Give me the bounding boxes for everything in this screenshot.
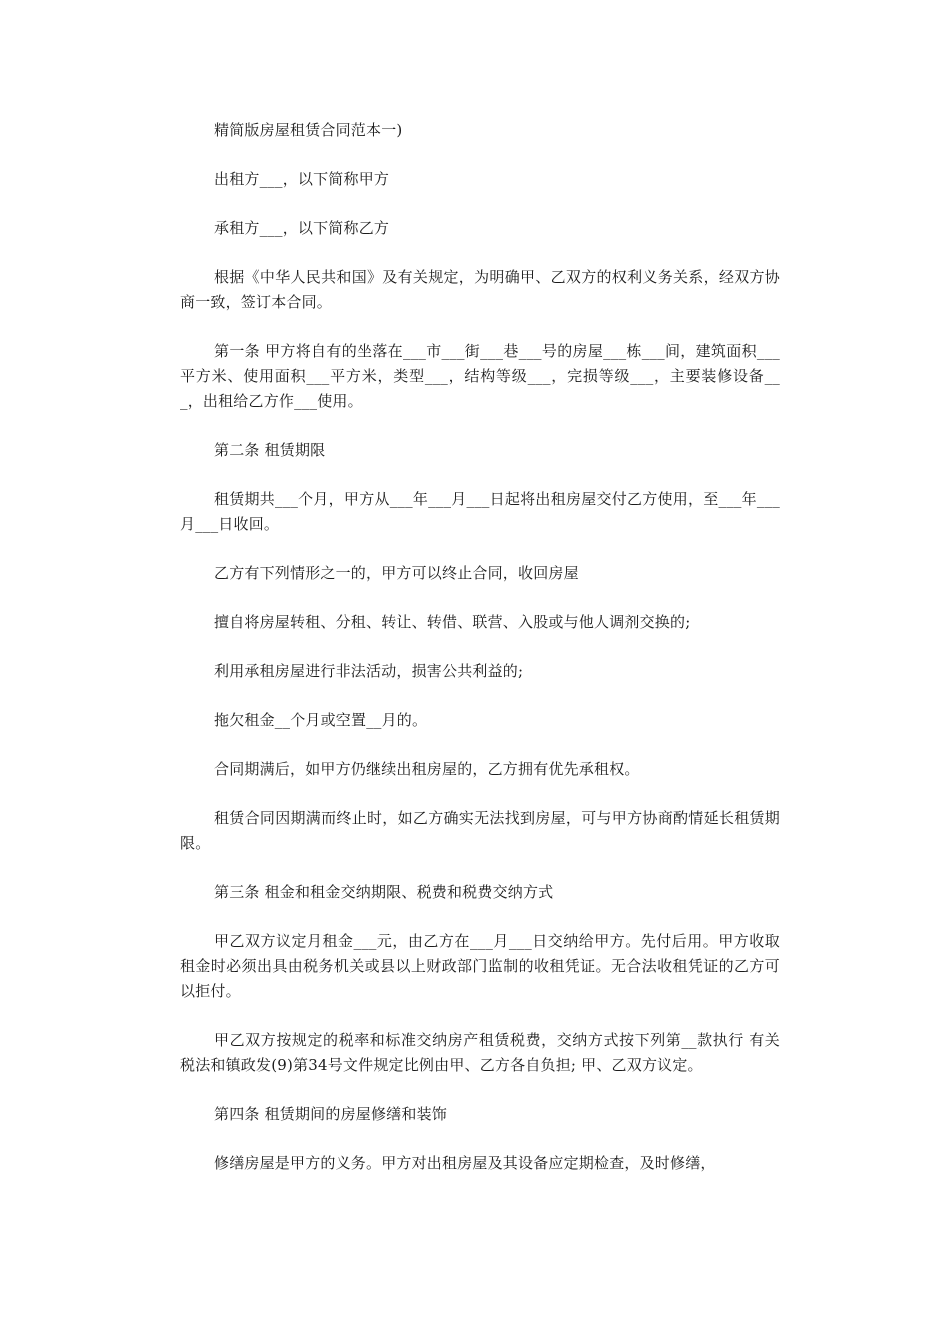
- article-1-paragraph: 第一条 甲方将自有的坐落在___市___街___巷___号的房屋___栋___间，建筑面积___平方米、使用面积___平方米，类型___，结构等级___，完损等级___，主要装修设备___，出租给乙方作___使用。: [180, 342, 780, 410]
- lease-term-paragraph: 租赁期共___个月，甲方从___年___月___日起将出租房屋交付乙方使用，至___年___月___日收回。: [180, 490, 780, 533]
- termination-item-2: 利用承租房屋进行非法活动，损害公共利益的;: [214, 662, 524, 680]
- termination-item-1: 擅自将房屋转租、分租、转让、转借、联营、入股或与他人调剂交换的;: [214, 613, 691, 631]
- tax-paragraph: 甲乙双方按规定的税率和标准交纳房产租赁税费，交纳方式按下列第__款执行 有关税法和镇政发(9)第34号文件规定比例由甲、乙方各自负担; 甲、乙双方议定。: [180, 1031, 780, 1074]
- article-4-heading: 第四条 租赁期间的房屋修缮和装饰: [214, 1105, 447, 1123]
- preamble-paragraph: 根据《中华人民共和国》及有关规定，为明确甲、乙双方的权利义务关系，经双方协商一致，签订本合同。: [180, 268, 780, 311]
- termination-intro-paragraph: 乙方有下列情形之一的，甲方可以终止合同，收回房屋: [214, 564, 579, 582]
- document-body: [180, 118, 780, 1176]
- repair-paragraph: 修缮房屋是甲方的义务。甲方对出租房屋及其设备应定期检查，及时修缮，: [214, 1154, 716, 1172]
- termination-item-3: 拖欠租金__个月或空置__月的。: [214, 711, 428, 729]
- extension-paragraph: 租赁合同因期满而终止时，如乙方确实无法找到房屋，可与甲方协商酌情延长租赁期限。: [180, 809, 780, 852]
- lessor-line: 出租方___，以下简称甲方: [214, 170, 390, 188]
- lessee-line: 承租方___，以下简称乙方: [214, 219, 390, 237]
- article-3-heading: 第三条 租金和租金交纳期限、税费和税费交纳方式: [214, 883, 554, 901]
- priority-lease-paragraph: 合同期满后，如甲方仍继续出租房屋的，乙方拥有优先承租权。: [214, 760, 640, 778]
- article-2-heading: 第二条 租赁期限: [214, 441, 326, 459]
- document-title: 精简版房屋租赁合同范本一): [214, 121, 403, 139]
- rent-payment-paragraph: 甲乙双方议定月租金___元，由乙方在___月___日交纳给甲方。先付后用。甲方收取租金时必须出具由税务机关或县以上财政部门监制的收租凭证。无合法收租凭证的乙方可以拒付。: [180, 932, 780, 1000]
